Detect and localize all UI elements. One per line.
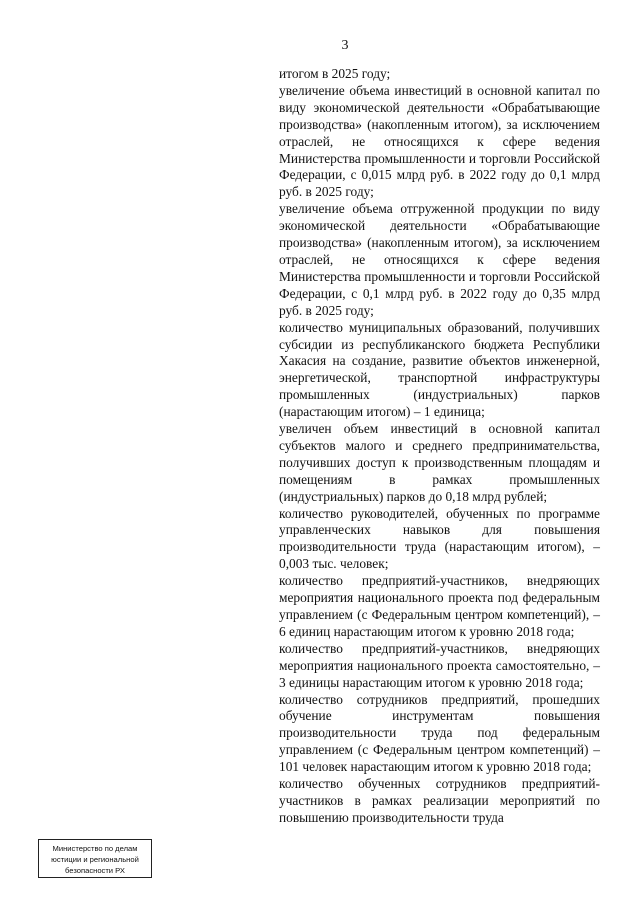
paragraph-5: увеличен объем инвестиций в основной капитал субъектов малого и среднего предпринимательства, получивших доступ к производственным площадям и помещениям в рамках промышленных (индустриальных) парков до 0,18 млрд рублей; — [279, 421, 600, 504]
document-body — [279, 66, 600, 827]
stamp-line-2: юстиции и региональной — [51, 855, 139, 864]
paragraph-1: итогом в 2025 году; — [279, 66, 391, 81]
paragraph-4: количество муниципальных образований, получивших субсидии из республиканского бюджета Республики Хакасия на создание, развитие объектов инженерной, энергетической, транспортной инфраструктуры промышленных (индустриальных) парков (нарастающим итогом) – 1 единица; — [279, 319, 600, 420]
paragraph-3: увеличение объема отгруженной продукции по виду экономической деятельности «Обрабатывающие производства» (накопленным итогом), за исключением отраслей, не относящихся к сфере ведения Министерства промышленности и торговли Российской Федерации, с 0,1 млрд руб. в 2022 году до 0,35 млрд руб. в 2025 году; — [279, 201, 600, 318]
stamp-line-1: Министерство по делам — [52, 844, 138, 853]
page-number: 3 — [341, 38, 349, 53]
paragraph-7: количество предприятий-участников, внедряющих мероприятия национального проекта под федеральным управлением (с Федеральным центром компетенций), – 6 единиц нарастающим итогом к уровню 2018 года; — [279, 573, 600, 639]
paragraph-2: увеличение объема инвестиций в основной капитал по виду экономической деятельности «Обрабатывающие производства» (накопленным итогом), за исключением отраслей, не относящихся к сфере ведения Министерства промышленности и торговли Российской Федерации, с 0,015 млрд руб. в 2022 году до 0,1 млрд руб. в 2025 году; — [279, 82, 600, 200]
paragraph-9: количество сотрудников предприятий, прошедших обучение инструментам повышения производительности труда под федеральным управлением (с Федеральным центром компетенций) – 101 человек нарастающим итогом к уровню 2018 года; — [279, 691, 600, 775]
paragraph-10: количество обученных сотрудников предприятий-участников в рамках реализации мероприятий по повышению производительности труда — [279, 776, 600, 825]
ministry-stamp — [38, 839, 152, 878]
stamp-line-3: безопасности РХ — [65, 866, 125, 875]
paragraph-6: количество руководителей, обученных по программе управленческих навыков для повышения производительности труда (нарастающим итогом), – 0,003 тыс. человек; — [279, 505, 600, 572]
paragraph-8: количество предприятий-участников, внедряющих мероприятия национального проекта самостоятельно, – 3 единицы нарастающим итогом к уровню 2018 года; — [279, 640, 600, 690]
